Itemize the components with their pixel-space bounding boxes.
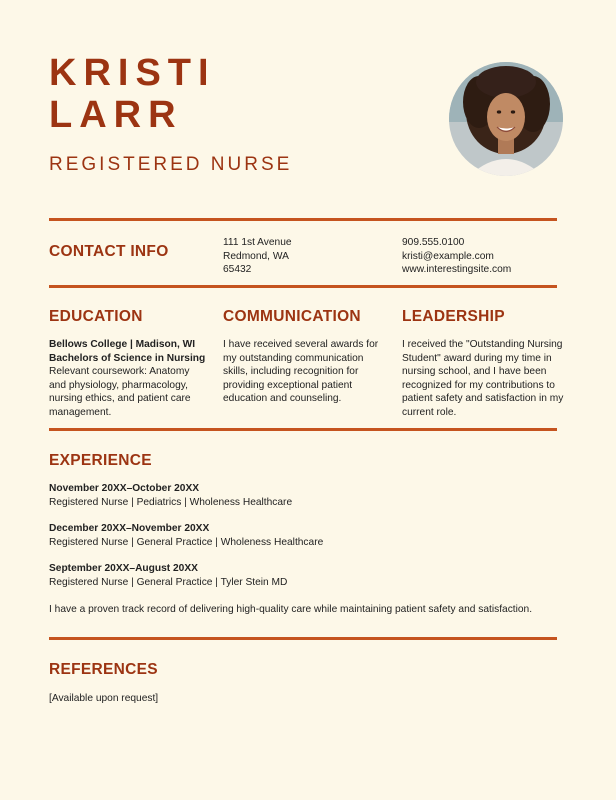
education-school: Bellows College | Madison, WI <box>49 339 196 350</box>
experience-job-1 <box>49 482 292 510</box>
education-coursework: Relevant coursework: Anatomy and physiology, pharmacology, nursing ethics, and patient care management. <box>49 366 191 418</box>
website-link[interactable]: www.interestingsite.com <box>402 264 512 276</box>
experience-job-3 <box>49 562 287 590</box>
education-degree: Bachelors of Science in Nursing <box>49 352 206 364</box>
communication-text: I have received several awards for my outstanding communication skills, including recognition for providing exceptional patient education and counseling. <box>223 339 379 405</box>
divider-top <box>49 218 557 221</box>
communication-heading: COMMUNICATION <box>223 308 361 325</box>
last-name: LARR <box>49 94 183 136</box>
education-heading: EDUCATION <box>49 308 143 325</box>
contact-heading: CONTACT INFO <box>49 243 169 260</box>
divider-contact <box>49 285 557 288</box>
address-line-1: 111 1st Avenue <box>223 237 292 248</box>
applicant-name <box>49 52 216 136</box>
job-details: Registered Nurse | General Practice | Wholeness Healthcare <box>49 537 324 548</box>
divider-bottom <box>49 637 557 640</box>
job-title: REGISTERED NURSE <box>49 154 293 175</box>
leadership-text: I received the "Outstanding Nursing Student" award during my time in nursing school, and I have been recognized for my contributions to patient safety and satisfaction in my current role. <box>402 339 564 418</box>
references-text: [Available upon request] <box>49 693 159 704</box>
phone-number: 909.555.0100 <box>402 237 465 248</box>
job-dates: September 20XX–August 20XX <box>49 563 198 574</box>
job-dates: November 20XX–October 20XX <box>49 483 200 494</box>
contact-address <box>223 236 292 277</box>
address-line-3: 65432 <box>223 264 252 276</box>
address-line-2: Redmond, WA <box>223 250 289 262</box>
first-name: KRISTI <box>49 52 216 94</box>
experience-job-2 <box>49 522 323 550</box>
references-heading: REFERENCES <box>49 661 158 678</box>
job-details: Registered Nurse | General Practice | Tyler Stein MD <box>49 577 288 588</box>
experience-heading: EXPERIENCE <box>49 452 152 469</box>
contact-details <box>402 236 511 277</box>
profile-photo <box>449 62 563 176</box>
job-details: Registered Nurse | Pediatrics | Wholeness Healthcare <box>49 497 293 508</box>
education-section <box>49 338 209 420</box>
email-link[interactable]: kristi@example.com <box>402 250 494 262</box>
experience-summary: I have a proven track record of delivering high-quality care while maintaining patient safety and satisfaction. <box>49 604 533 615</box>
job-dates: December 20XX–November 20XX <box>49 523 210 534</box>
divider-middle <box>49 428 557 431</box>
leadership-heading: LEADERSHIP <box>402 308 505 325</box>
